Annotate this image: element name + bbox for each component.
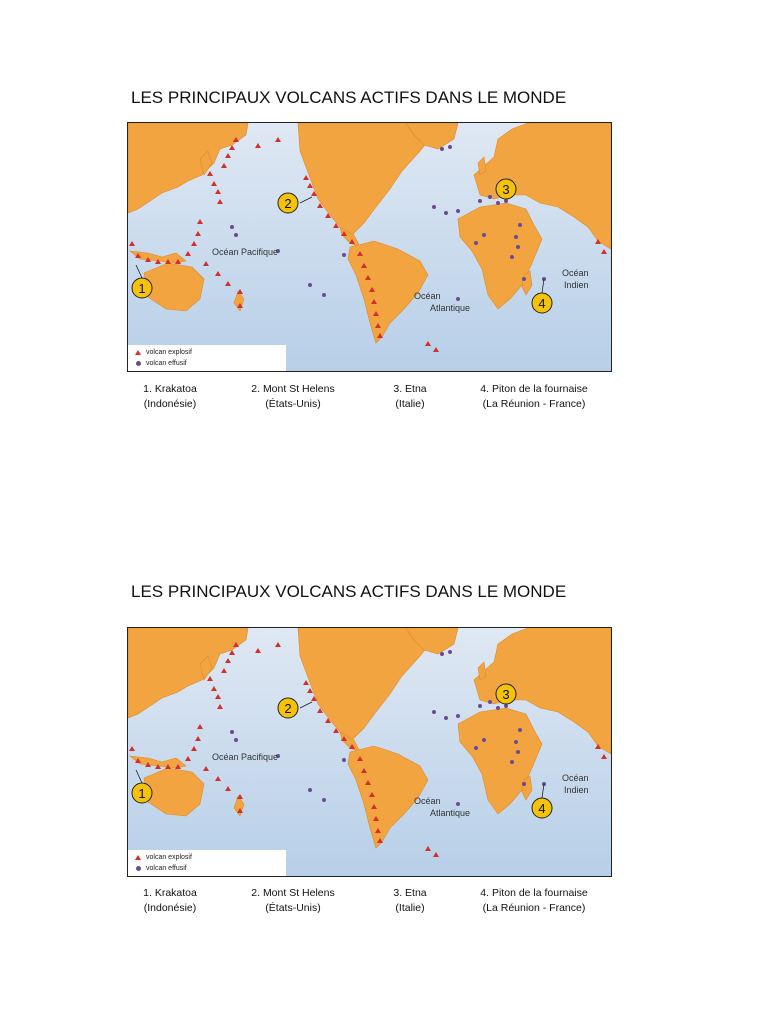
legend-effusive: [133, 358, 187, 369]
dot-icon: [133, 358, 143, 369]
marker-2-label: 2: [284, 701, 292, 716]
pacific-label: Océan Pacifique: [212, 247, 279, 257]
map-canvas: [128, 628, 611, 876]
caption-2-place: (États-Unis): [265, 902, 321, 914]
caption-1: [130, 382, 210, 412]
map-canvas: [128, 123, 611, 371]
marker-1-label: 1: [138, 786, 146, 801]
caption-4-name: 4. Piton de la fournaise: [480, 887, 588, 899]
caption-2-place: (États-Unis): [265, 398, 321, 410]
triangle-icon: [133, 852, 143, 863]
map-legend: [128, 850, 286, 876]
triangle-icon: [133, 347, 143, 358]
legend-effusive-label: volcan effusif: [146, 865, 187, 872]
page-title: LES PRINCIPAUX VOLCANS ACTIFS DANS LE MONDE: [131, 88, 567, 107]
indian-label-1: Océan: [562, 773, 589, 783]
marker-3-label: 3: [502, 182, 510, 197]
legend-explosive-label: volcan explosif: [146, 854, 192, 861]
page-title: LES PRINCIPAUX VOLCANS ACTIFS DANS LE MONDE: [131, 582, 567, 601]
caption-3-place: (Italie): [395, 398, 425, 410]
caption-4-place: (La Réunion - France): [482, 902, 586, 914]
caption-1-place: (Indonésie): [143, 902, 197, 914]
legend-explosive: [133, 347, 192, 358]
marker-3-label: 3: [502, 687, 510, 702]
dot-icon: [133, 863, 143, 874]
marker-1-label: 1: [138, 281, 146, 296]
caption-3-place: (Italie): [395, 902, 425, 914]
legend-explosive-label: volcan explosif: [146, 349, 192, 356]
legend-effusive: [133, 863, 187, 874]
legend-explosive: [133, 852, 192, 863]
world-volcano-map: [127, 122, 612, 372]
world-volcano-map: [127, 627, 612, 877]
indian-label-1: Océan: [562, 268, 589, 278]
atlantic-label-2: Atlantique: [430, 808, 471, 818]
caption-3: [380, 886, 440, 916]
indian-label-2: Indien: [564, 280, 589, 290]
caption-3-name: 3. Etna: [393, 887, 427, 899]
caption-1: [130, 886, 210, 916]
caption-4: [466, 886, 602, 916]
atlantic-label-1: Océan: [414, 291, 441, 301]
caption-2: [238, 382, 348, 412]
marker-2-label: 2: [284, 196, 292, 211]
caption-1-place: (Indonésie): [143, 398, 197, 410]
atlantic-label-2: Atlantique: [430, 303, 471, 313]
atlantic-label-1: Océan: [414, 796, 441, 806]
caption-3: [380, 382, 440, 412]
caption-2-name: 2. Mont St Helens: [251, 887, 335, 899]
caption-4: [466, 382, 602, 412]
caption-4-name: 4. Piton de la fournaise: [480, 383, 588, 395]
caption-2-name: 2. Mont St Helens: [251, 383, 335, 395]
map-legend: [128, 345, 286, 371]
legend-effusive-label: volcan effusif: [146, 360, 187, 367]
caption-2: [238, 886, 348, 916]
caption-1-name: 1. Krakatoa: [143, 887, 197, 899]
marker-4-label: 4: [538, 296, 546, 311]
indian-label-2: Indien: [564, 785, 589, 795]
caption-1-name: 1. Krakatoa: [143, 383, 197, 395]
caption-4-place: (La Réunion - France): [482, 398, 586, 410]
caption-3-name: 3. Etna: [393, 383, 427, 395]
marker-4-label: 4: [538, 801, 546, 816]
pacific-label: Océan Pacifique: [212, 752, 279, 762]
